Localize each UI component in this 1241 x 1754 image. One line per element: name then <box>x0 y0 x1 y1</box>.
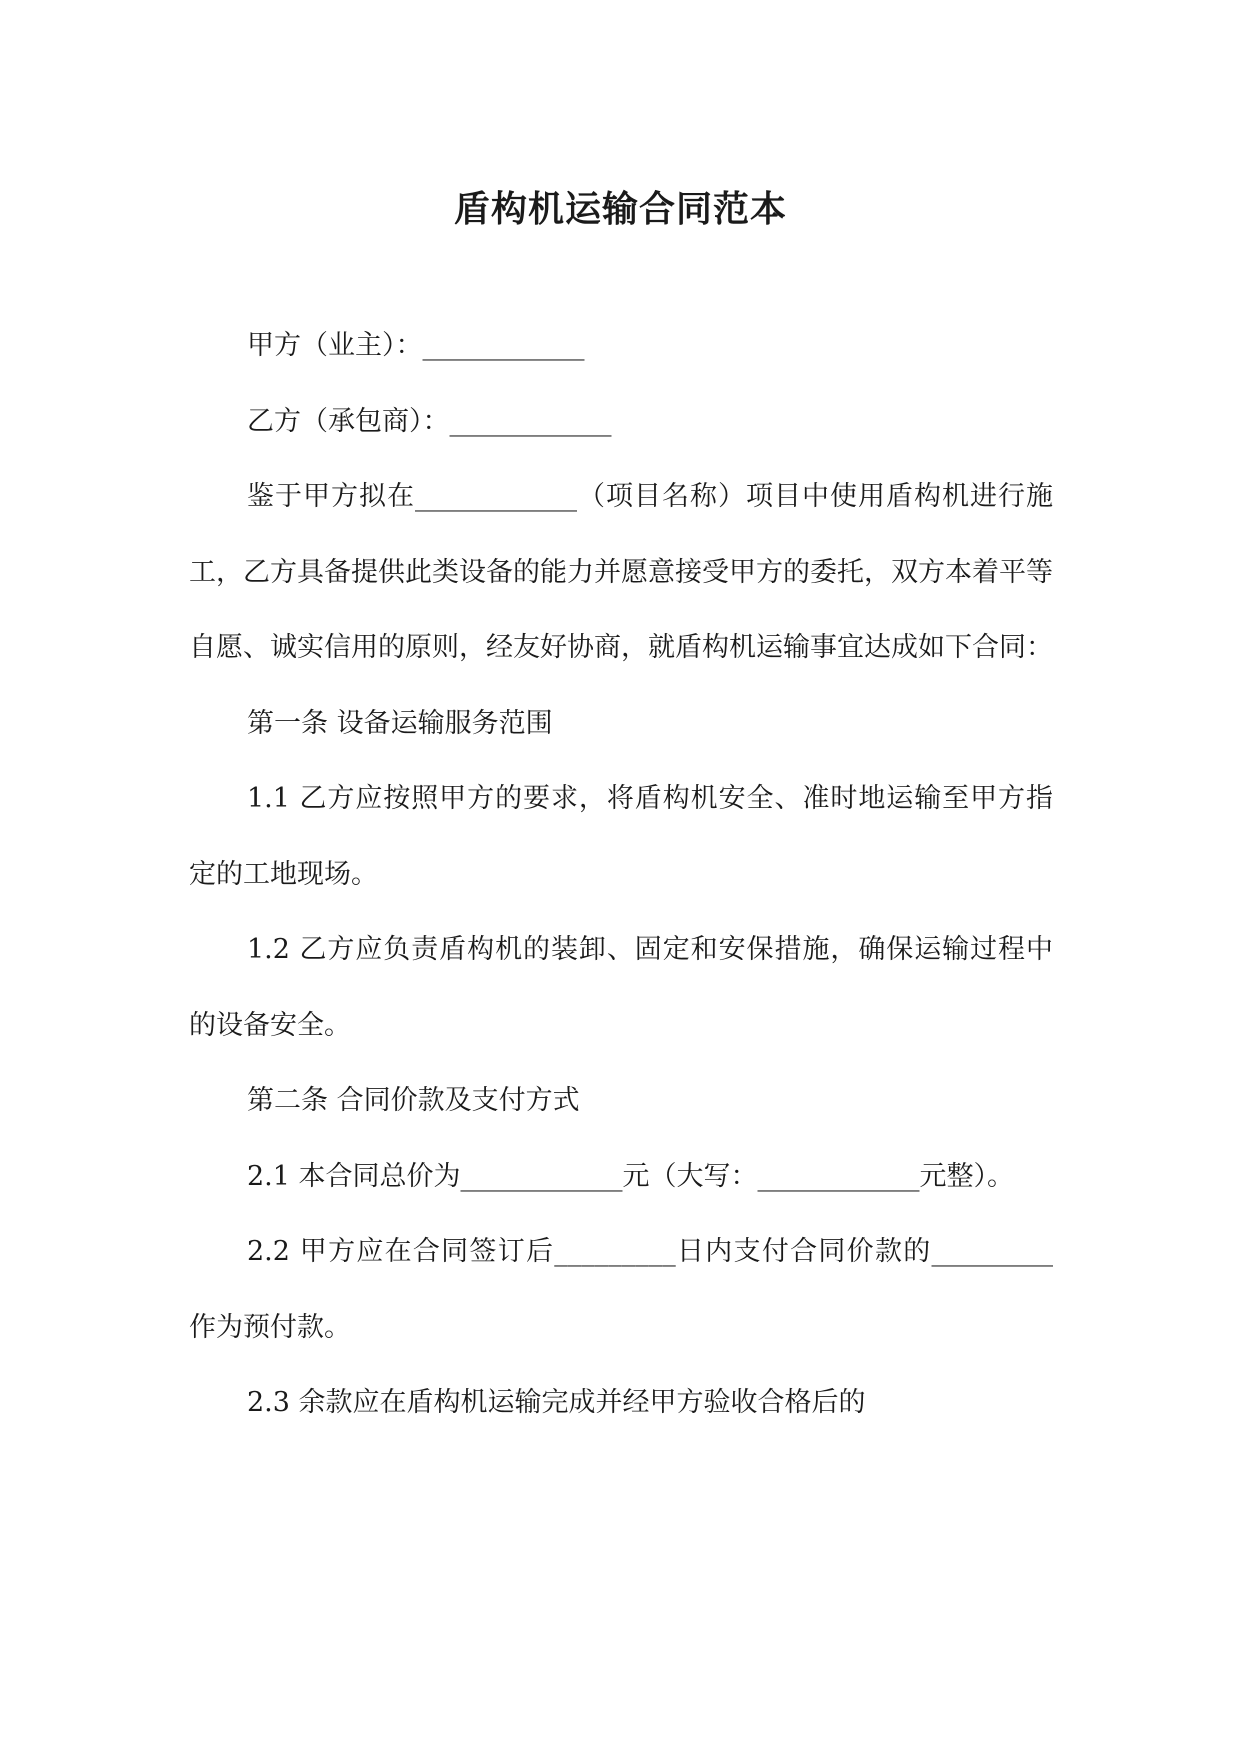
article-2-heading: 第二条 合同价款及支付方式 <box>247 1085 580 1116</box>
preamble-paragraph: 鉴于甲方拟在____________（项目名称）项目中使用盾构机进行施工，乙方具备提供此类设备的能力并愿意接受甲方的委托，双方本着平等自愿、诚实信用的原则，经友好协商，就盾构机运输事宜达成如下合同： <box>189 481 1053 663</box>
document-title: 盾构机运输合同范本 <box>453 188 787 230</box>
clause-2-1: 2.1 本合同总价为____________元（大写：____________元整）。 <box>247 1160 1015 1192</box>
clause-1-2: 1.2 乙方应负责盾构机的装卸、固定和安保措施，确保运输过程中的设备安全。 <box>189 934 1053 1041</box>
clause-2-2: 2.2 甲方应在合同签订后_________日内支付合同价款的_________作为预付款。 <box>189 1236 1053 1343</box>
clause-2-3: 2.3 余款应在盾构机运输完成并经甲方验收合格后的 <box>247 1387 866 1418</box>
document-body <box>189 308 1053 1441</box>
party-a-line: 甲方（业主）：____________ <box>247 330 585 361</box>
clause-1-1: 1.1 乙方应按照甲方的要求，将盾构机安全、准时地运输至甲方指定的工地现场。 <box>189 783 1053 890</box>
party-b-line: 乙方（承包商）：____________ <box>247 405 612 437</box>
article-1-heading: 第一条 设备运输服务范围 <box>247 707 553 739</box>
